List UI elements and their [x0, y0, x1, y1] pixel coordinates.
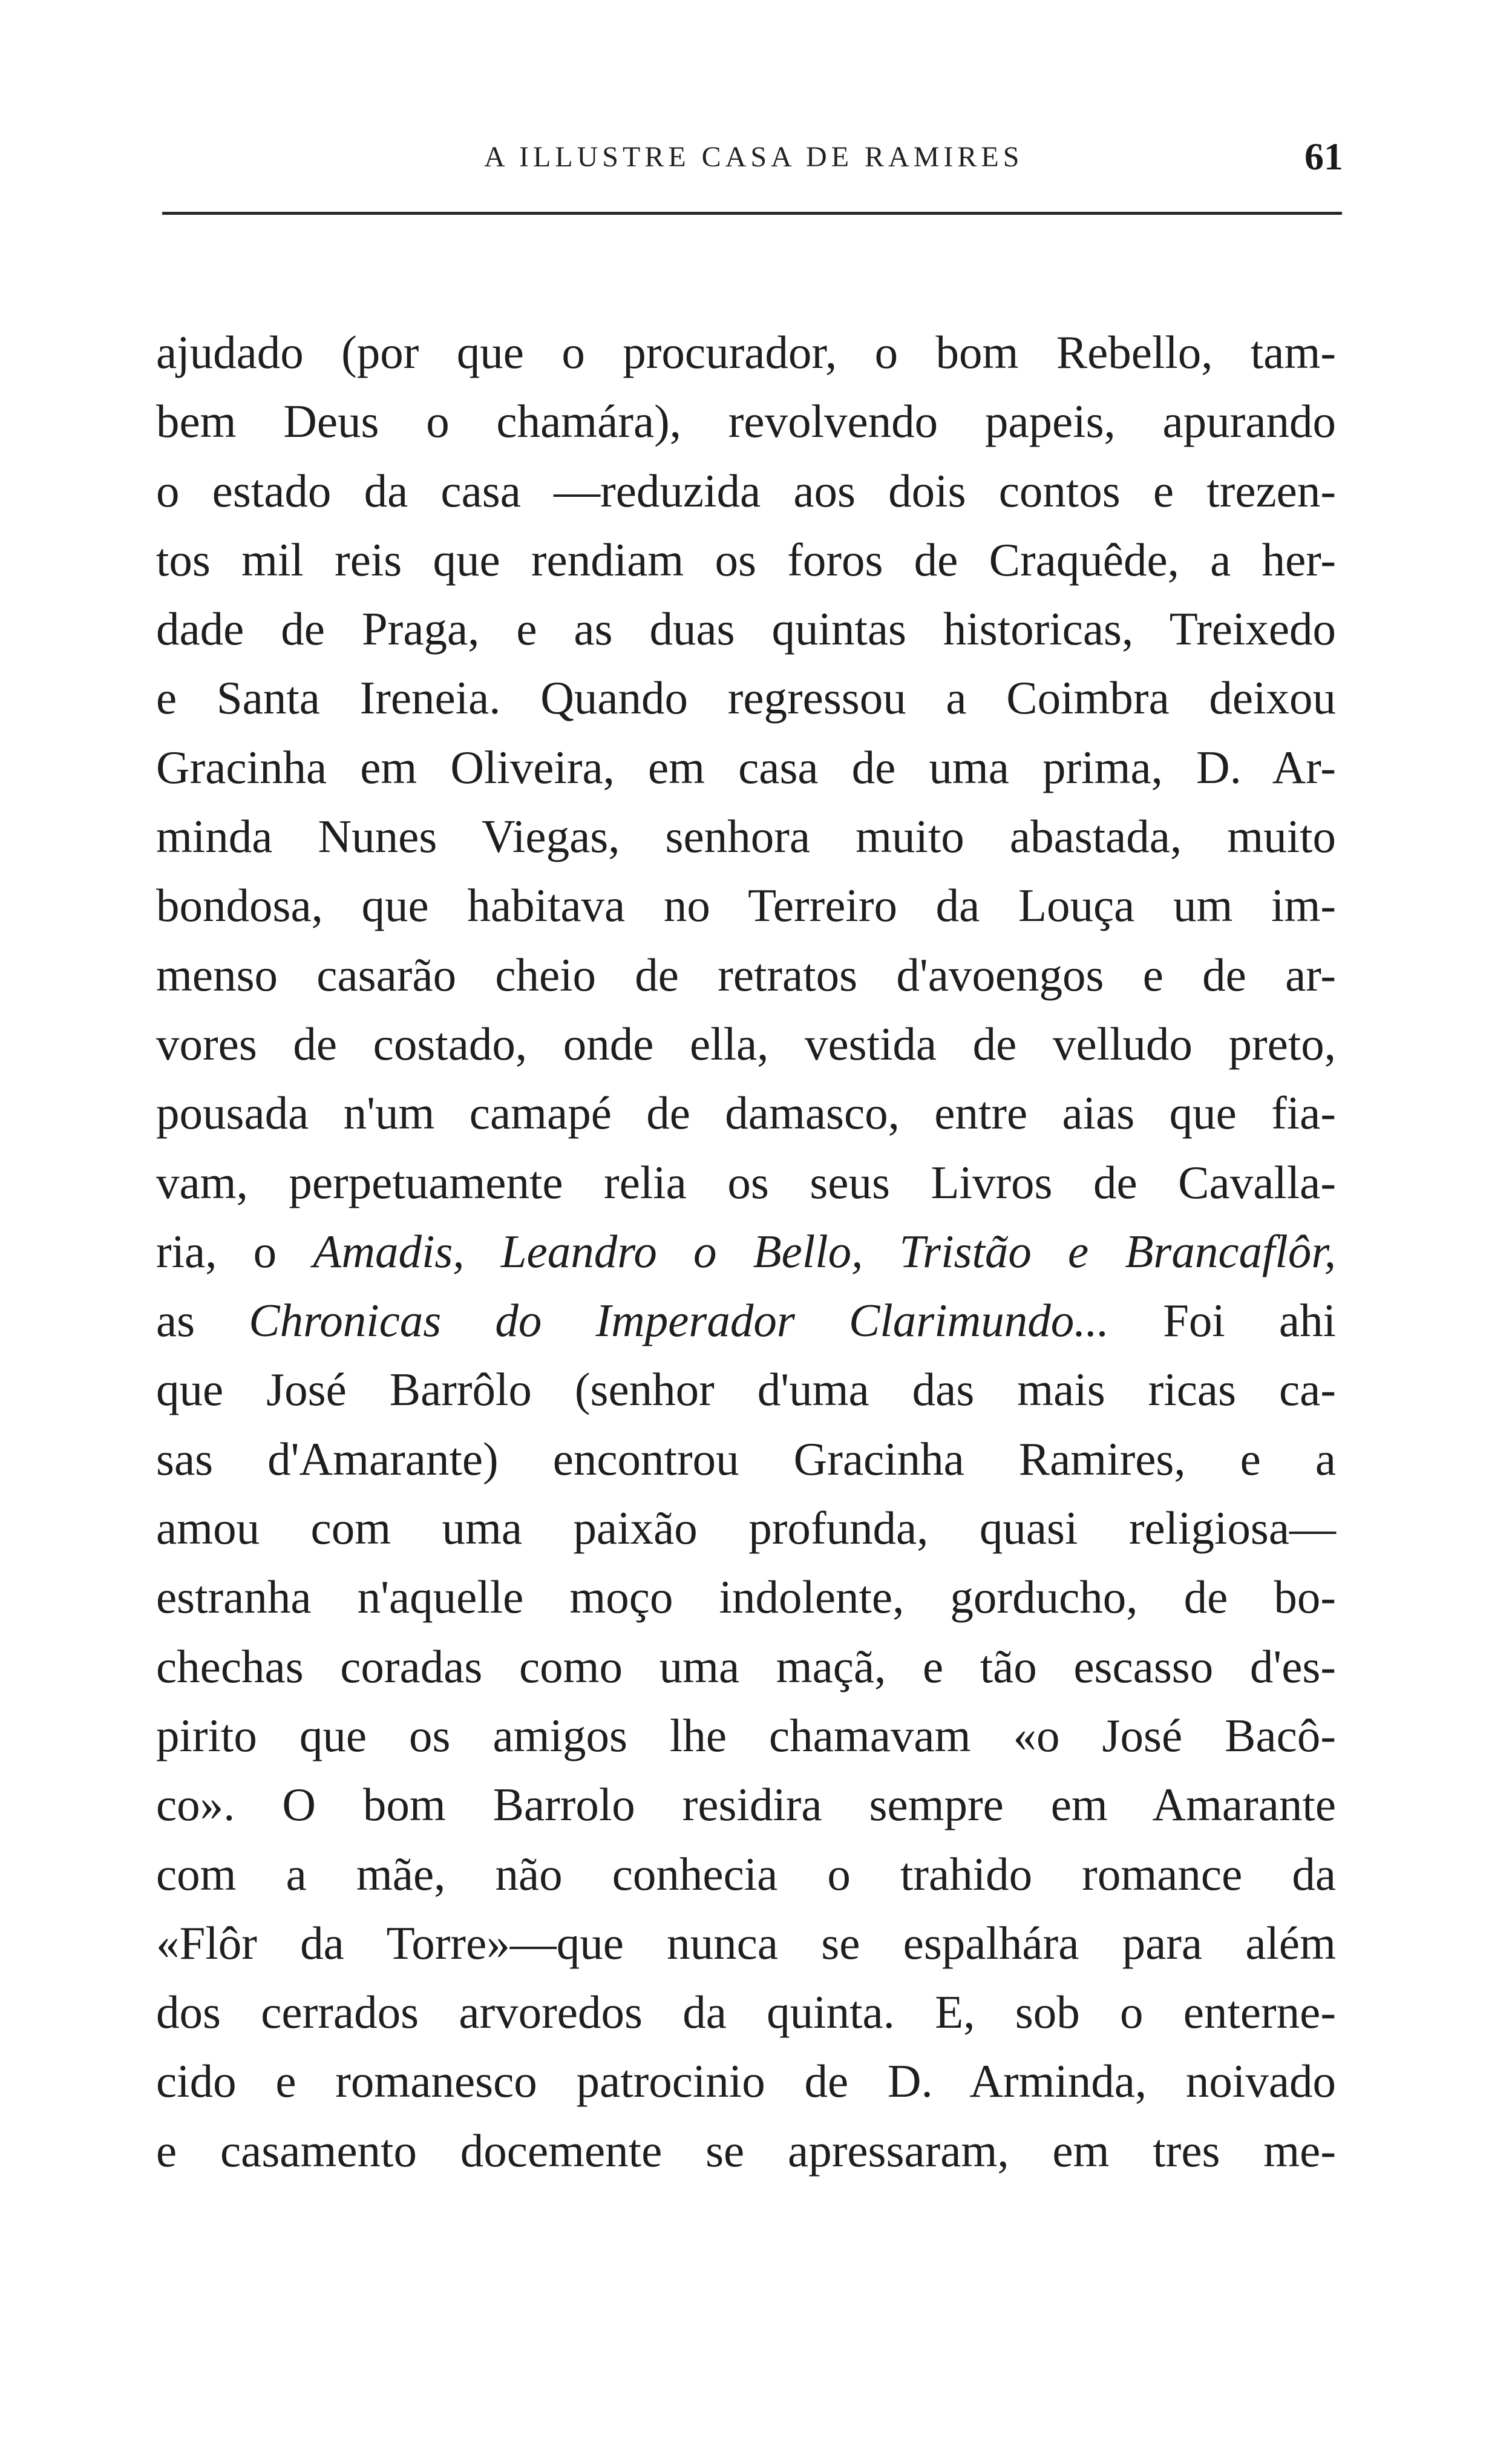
text-line-5: dade de Praga, e as duas quintas historicas, Treixedo — [156, 603, 1336, 655]
text-line-9: bondosa, que habitava no Terreiro da Louça um im- — [156, 879, 1336, 932]
text-line-7: Gracinha em Oliveira, em casa de uma prima, D. Ar- — [156, 741, 1336, 793]
text-line-15-tail: Foi ahi — [1108, 1294, 1336, 1347]
text-line-25: dos cerrados arvoredos da quinta. E, sob o enterne- — [156, 1986, 1336, 2039]
page-number: 61 — [1304, 135, 1343, 178]
text-line-17: sas d'Amarante) encontrou Gracinha Ramires, e a — [156, 1432, 1336, 1485]
text-line-19: estranha n'aquelle moço indolente, gorducho, de bo- — [156, 1571, 1336, 1624]
text-line-8: minda Nunes Viegas, senhora muito abastada, muito — [156, 810, 1336, 863]
text-line-6: e Santa Ireneia. Quando regressou a Coimbra deixou — [156, 672, 1336, 724]
text-line-15 — [156, 1286, 1336, 1355]
text-line-15-roman: as — [156, 1294, 249, 1347]
text-line-3: o estado da casa —reduzida aos dois contos e trezen- — [156, 464, 1336, 517]
text-line-4: tos mil reis que rendiam os foros de Craquêde, a her- — [156, 533, 1336, 586]
text-line-22: co». O bom Barrolo residira sempre em Amarante — [156, 1778, 1336, 1831]
text-line-11: vores de costado, onde ella, vestida de velludo preto, — [156, 1017, 1336, 1070]
text-line-13: vam, perpetuamente relia os seus Livros de Cavalla- — [156, 1156, 1336, 1208]
text-line-18: amou com uma paixão profunda, quasi religiosa— — [156, 1502, 1336, 1555]
text-line-26: cido e romanesco patrocinio de D. Arminda, noivado — [156, 2055, 1336, 2108]
text-line-2: bem Deus o chamára), revolvendo papeis, apurando — [156, 395, 1336, 448]
text-line-16: que José Barrôlo (senhor d'uma das mais ricas ca- — [156, 1363, 1336, 1416]
text-line-10: menso casarão cheio de retratos d'avoengos e de ar- — [156, 948, 1336, 1001]
text-line-1: ajudado (por que o procurador, o bom Rebello, tam- — [156, 326, 1336, 378]
text-line-24: «Flôr da Torre»—que nunca se espalhára para além — [156, 1916, 1336, 1969]
text-line-14-roman: ria, o — [156, 1225, 313, 1277]
text-line-15-italic: Chronicas do Imperador Clarimundo... — [249, 1294, 1109, 1347]
running-head — [157, 134, 1343, 183]
body-text — [156, 318, 1336, 2185]
text-line-27: e casamento docemente se apressaram, em tres me- — [156, 2124, 1336, 2177]
text-line-23: com a mãe, não conhecia o trahido romance da — [156, 1847, 1336, 1900]
header-rule — [162, 212, 1342, 215]
running-title: A ILLUSTRE CASA DE RAMIRES — [484, 141, 1024, 173]
text-line-12: pousada n'um camapé de damasco, entre aias que fia- — [156, 1087, 1336, 1139]
text-line-20: chechas coradas como uma maçã, e tão escasso d'es- — [156, 1640, 1336, 1692]
text-line-14-italic: Amadis, Leandro o Bello, Tristão e Brancaflôr, — [313, 1225, 1336, 1277]
text-line-14 — [156, 1217, 1336, 1286]
text-line-21: pirito que os amigos lhe chamavam «o José Bacô- — [156, 1709, 1336, 1761]
